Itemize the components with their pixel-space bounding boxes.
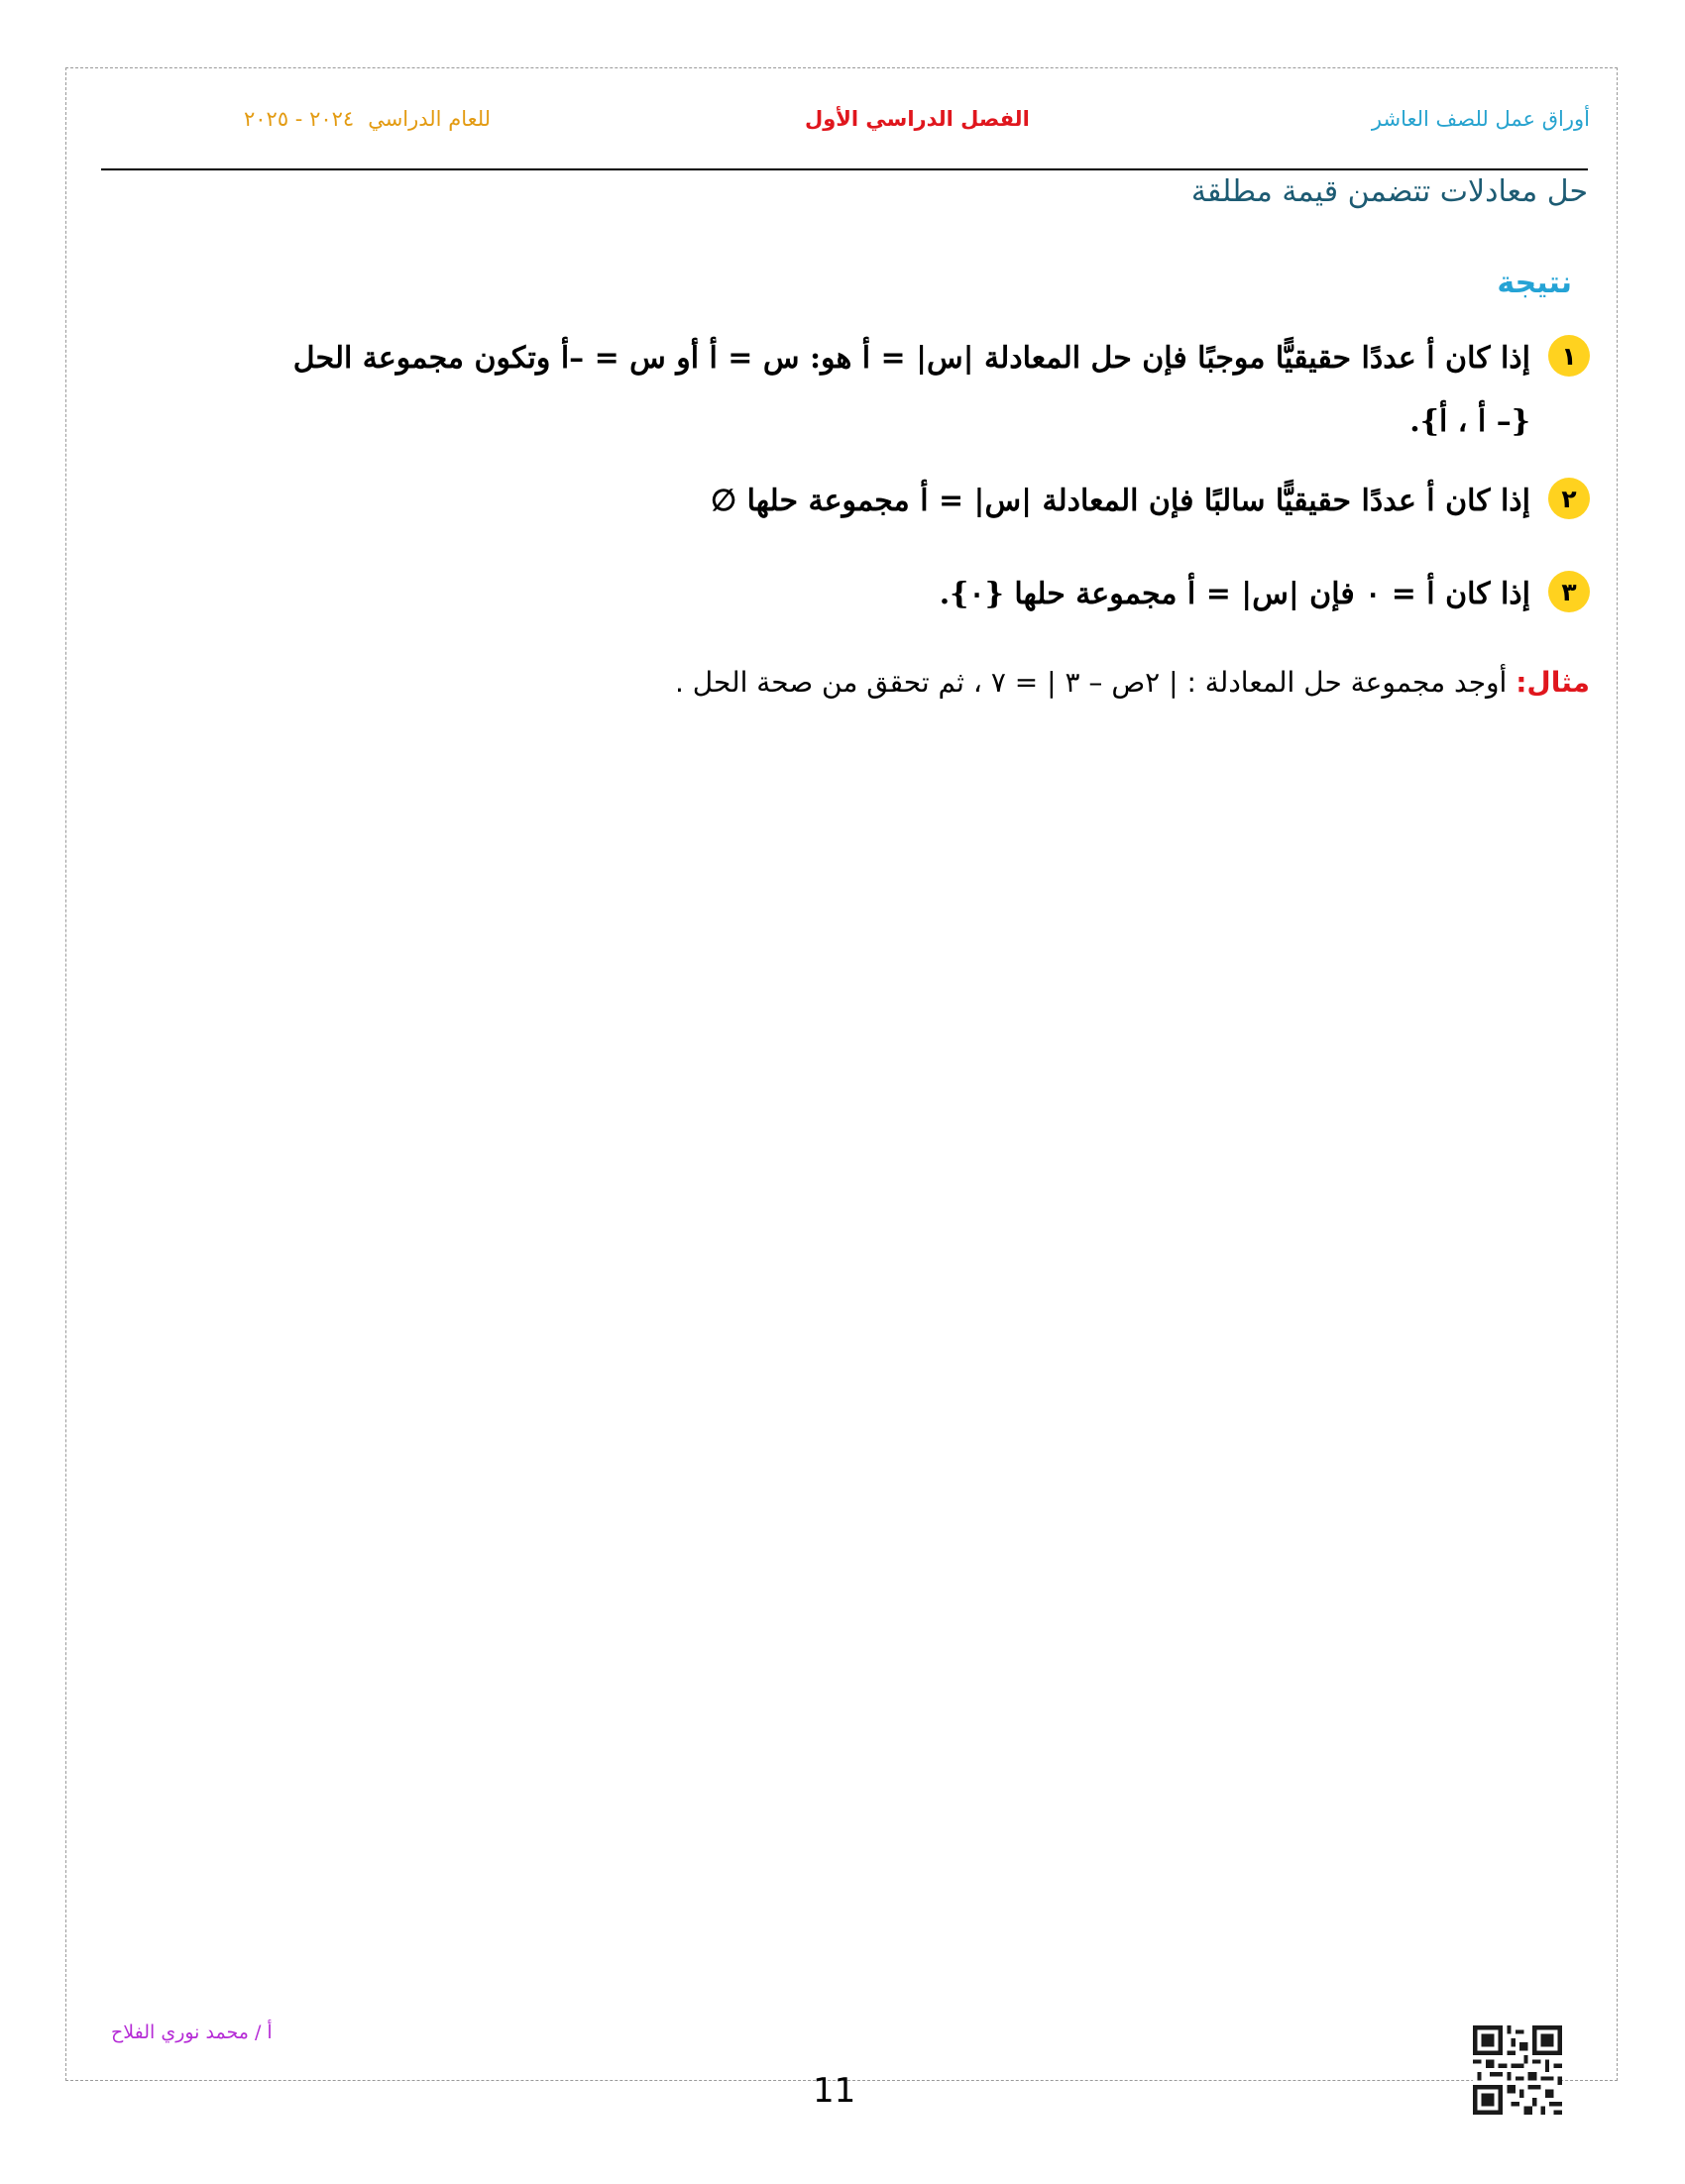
result-number-badge: ٣ <box>1548 571 1590 612</box>
result-heading: نتيجة <box>1497 266 1572 300</box>
qr-code-icon <box>1473 2025 1562 2115</box>
author-name: أ / محمد نوري الفلاح <box>111 2021 273 2043</box>
example-line <box>675 666 1590 699</box>
lesson-title: حل معادلات تتضمن قيمة مطلقة <box>1190 174 1588 209</box>
result-number-badge: ١ <box>1548 335 1590 377</box>
example-label: مثال: <box>1516 666 1590 699</box>
header-divider <box>101 168 1588 170</box>
result-item-1 <box>262 327 1590 454</box>
example-text: أوجد مجموعة حل المعادلة : | ٢ص – ٣ | = ٧ ، ثم تحقق من صحة الحل . <box>674 666 1508 699</box>
result-text: إذا كان ﺃ عددًا حقيقيًّا سالبًا فإن المعادلة |س| = ﺃ مجموعة حلها ∅ <box>711 484 1530 518</box>
header-semester-label: الفصل الدراسي الأول <box>805 107 1030 131</box>
result-item-2 <box>711 470 1590 533</box>
result-number-badge: ٢ <box>1548 478 1590 519</box>
result-text: إذا كان ﺃ = ٠ فإن |س| = ﺃ مجموعة حلها {٠}. <box>939 577 1530 611</box>
page-number: 11 <box>813 2071 856 2111</box>
header-year-value: ٢٠٢٤ - ٢٠٢٥ <box>244 107 355 131</box>
result-item-3 <box>940 563 1590 626</box>
header-grade-label: أوراق عمل للصف العاشر <box>1371 107 1590 131</box>
result-text: إذا كان ﺃ عددًا حقيقيًّا موجبًا فإن حل المعادلة |س| = ﺃ هو: س = ﺃ أو س = –ﺃ وتكون مجموعة الحل {– ﺃ ، ﺃ}. <box>292 341 1530 439</box>
header-academic-year <box>230 107 491 131</box>
header-year-label: للعام الدراسي <box>368 107 492 131</box>
